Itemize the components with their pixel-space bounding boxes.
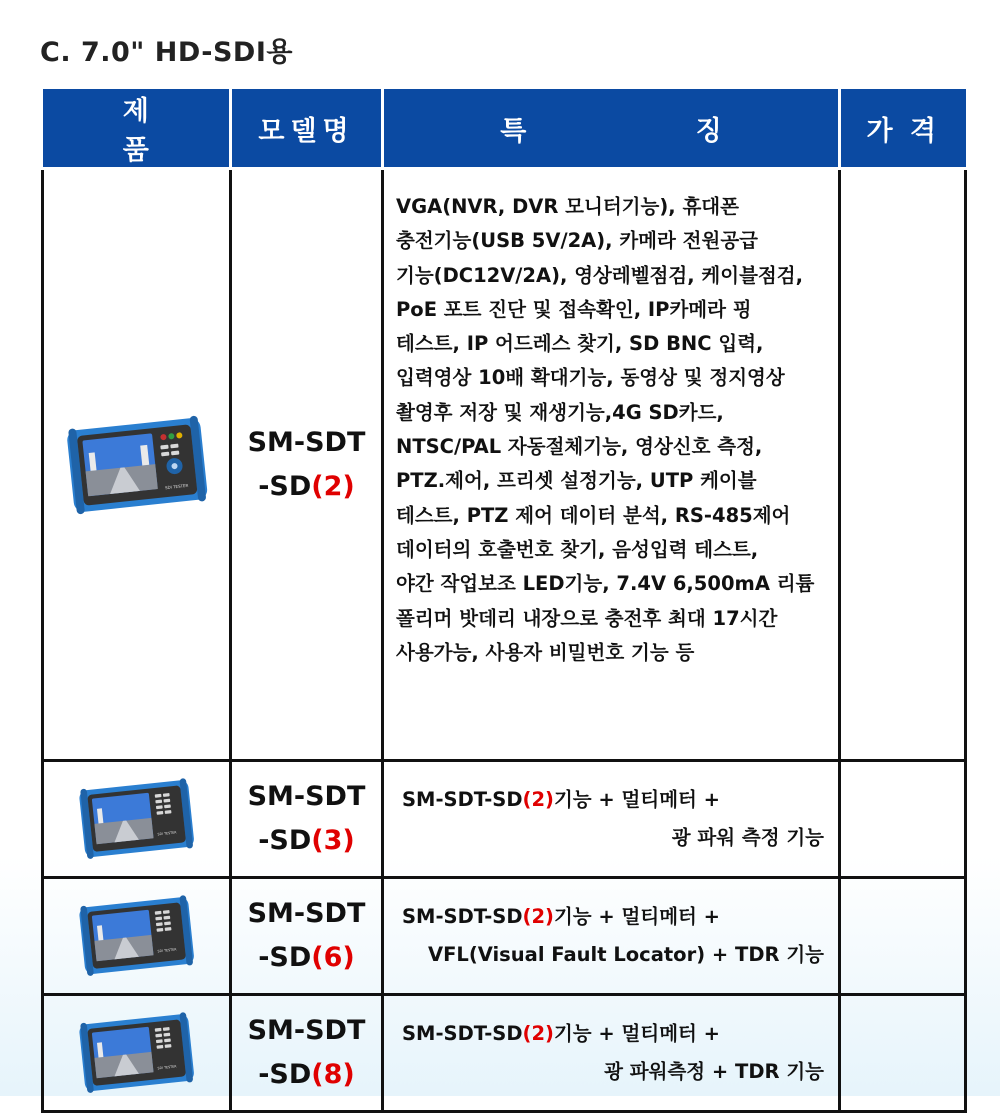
feature-line: 폴리머 밧데리 내장으로 충전후 최대 17시간 bbox=[396, 606, 778, 630]
feature-line1-rest: 기능 + 멀티메터 + bbox=[553, 788, 721, 811]
product-spec-table bbox=[41, 89, 967, 1113]
device-label: SDI TESTER bbox=[157, 1064, 177, 1071]
feature-line1-rest: 기능 + 멀티메터 + bbox=[553, 905, 721, 928]
model-name-line2 bbox=[232, 819, 381, 863]
feature-line: 충전기능(USB 5V/2A), 카메라 전원공급 bbox=[396, 229, 758, 253]
sdi-tester-device-image bbox=[74, 772, 199, 862]
feature-line: VGA(NVR, DVR 모니터기능), 휴대폰 bbox=[396, 195, 739, 218]
price-cell bbox=[840, 878, 966, 995]
feature-line1 bbox=[402, 1015, 824, 1053]
sdi-tester-device-image bbox=[74, 1006, 199, 1096]
model-cell bbox=[231, 761, 383, 878]
feature-line2: VFL(Visual Fault Locator) + TDR 기능 bbox=[428, 943, 824, 966]
model-name-line1: SM-SDT bbox=[247, 898, 366, 929]
feature-base-model: SM-SDT-SD bbox=[402, 1022, 523, 1045]
table-row bbox=[43, 761, 966, 878]
feature-cell bbox=[383, 995, 840, 1112]
feature-base-model: SM-SDT-SD bbox=[402, 905, 523, 928]
feature-cell bbox=[383, 169, 840, 761]
feature-line: 사용가능, 사용자 비밀번호 기능 등 bbox=[396, 640, 695, 664]
device-label: SDI TESTER bbox=[157, 830, 177, 837]
feature-base-number: (2) bbox=[522, 1022, 554, 1045]
model-cell bbox=[231, 878, 383, 995]
model-suffix: -SD bbox=[258, 942, 312, 973]
model-number: (3) bbox=[311, 825, 355, 856]
model-name-line2 bbox=[232, 936, 381, 980]
model-name-line1: SM-SDT bbox=[247, 426, 366, 458]
feature-line: PTZ.제어, 프리셋 설정기능, UTP 케이블 bbox=[396, 469, 757, 493]
feature-cell bbox=[383, 878, 840, 995]
product-image-cell bbox=[43, 995, 231, 1112]
product-image-cell bbox=[43, 878, 231, 995]
sdi-tester-device-image bbox=[62, 408, 212, 518]
header-price: 가 격 bbox=[840, 89, 966, 169]
feature-line1 bbox=[402, 781, 824, 819]
product-image-cell bbox=[43, 761, 231, 878]
header-features bbox=[383, 89, 840, 169]
price-cell bbox=[840, 169, 966, 761]
model-name-line1: SM-SDT bbox=[247, 781, 366, 812]
feature-base-model: SM-SDT-SD bbox=[402, 788, 523, 811]
model-cell bbox=[231, 169, 383, 761]
feature-line2: 광 파워 측정 기능 bbox=[671, 826, 824, 849]
feature-line1 bbox=[402, 898, 824, 936]
feature-base-number: (2) bbox=[522, 905, 554, 928]
header-features-label: 특 징 bbox=[500, 115, 722, 147]
feature-line: 야간 작업보조 LED기능, 7.4V 6,500mA 리튬 bbox=[396, 572, 815, 596]
model-suffix: -SD bbox=[258, 470, 312, 502]
feature-line: 테스트, IP 어드레스 찾기, SD BNC 입력, bbox=[396, 332, 764, 356]
feature-line: 데이터의 호출번호 찾기, 음성입력 테스트, bbox=[396, 537, 759, 561]
device-label: SDI TESTER bbox=[164, 482, 189, 490]
table-header-row bbox=[43, 89, 966, 169]
feature-line2: 광 파워측정 + TDR 기능 bbox=[604, 1060, 824, 1083]
price-cell bbox=[840, 995, 966, 1112]
feature-line1-rest: 기능 + 멀티메터 + bbox=[553, 1022, 721, 1045]
header-model: 모델명 bbox=[231, 89, 383, 169]
model-cell bbox=[231, 995, 383, 1112]
header-product: 제 품 bbox=[43, 89, 231, 169]
feature-base-number: (2) bbox=[522, 788, 554, 811]
model-name-line1: SM-SDT bbox=[247, 1015, 366, 1046]
model-suffix: -SD bbox=[258, 1059, 312, 1090]
table-row bbox=[43, 878, 966, 995]
model-number: (2) bbox=[311, 470, 355, 502]
table-row bbox=[43, 995, 966, 1112]
feature-line: 기능(DC12V/2A), 영상레벨점검, 케이블점검, bbox=[396, 263, 804, 287]
model-number: (6) bbox=[311, 942, 355, 973]
device-label: SDI TESTER bbox=[157, 947, 177, 954]
feature-line: NTSC/PAL 자동절체기능, 영상신호 측정, bbox=[396, 435, 763, 459]
model-name-line2 bbox=[232, 465, 381, 509]
feature-line: 테스트, PTZ 제어 데이터 분석, RS-485제어 bbox=[396, 503, 791, 527]
model-number: (8) bbox=[311, 1059, 355, 1090]
sdi-tester-device-image bbox=[74, 889, 199, 979]
feature-line: PoE 포트 진단 및 접속확인, IP카메라 핑 bbox=[396, 297, 752, 321]
section-title: C. 7.0" HD-SDI용 bbox=[40, 37, 293, 68]
feature-cell bbox=[383, 761, 840, 878]
table-row bbox=[43, 169, 966, 761]
feature-line: 입력영상 10배 확대기능, 동영상 및 정지영상 bbox=[396, 366, 785, 390]
feature-line: 촬영후 저장 및 재생기능,4G SD카드, bbox=[396, 400, 724, 424]
model-suffix: -SD bbox=[258, 825, 312, 856]
price-cell bbox=[840, 761, 966, 878]
model-name-line2 bbox=[232, 1053, 381, 1097]
product-image-cell bbox=[43, 169, 231, 761]
